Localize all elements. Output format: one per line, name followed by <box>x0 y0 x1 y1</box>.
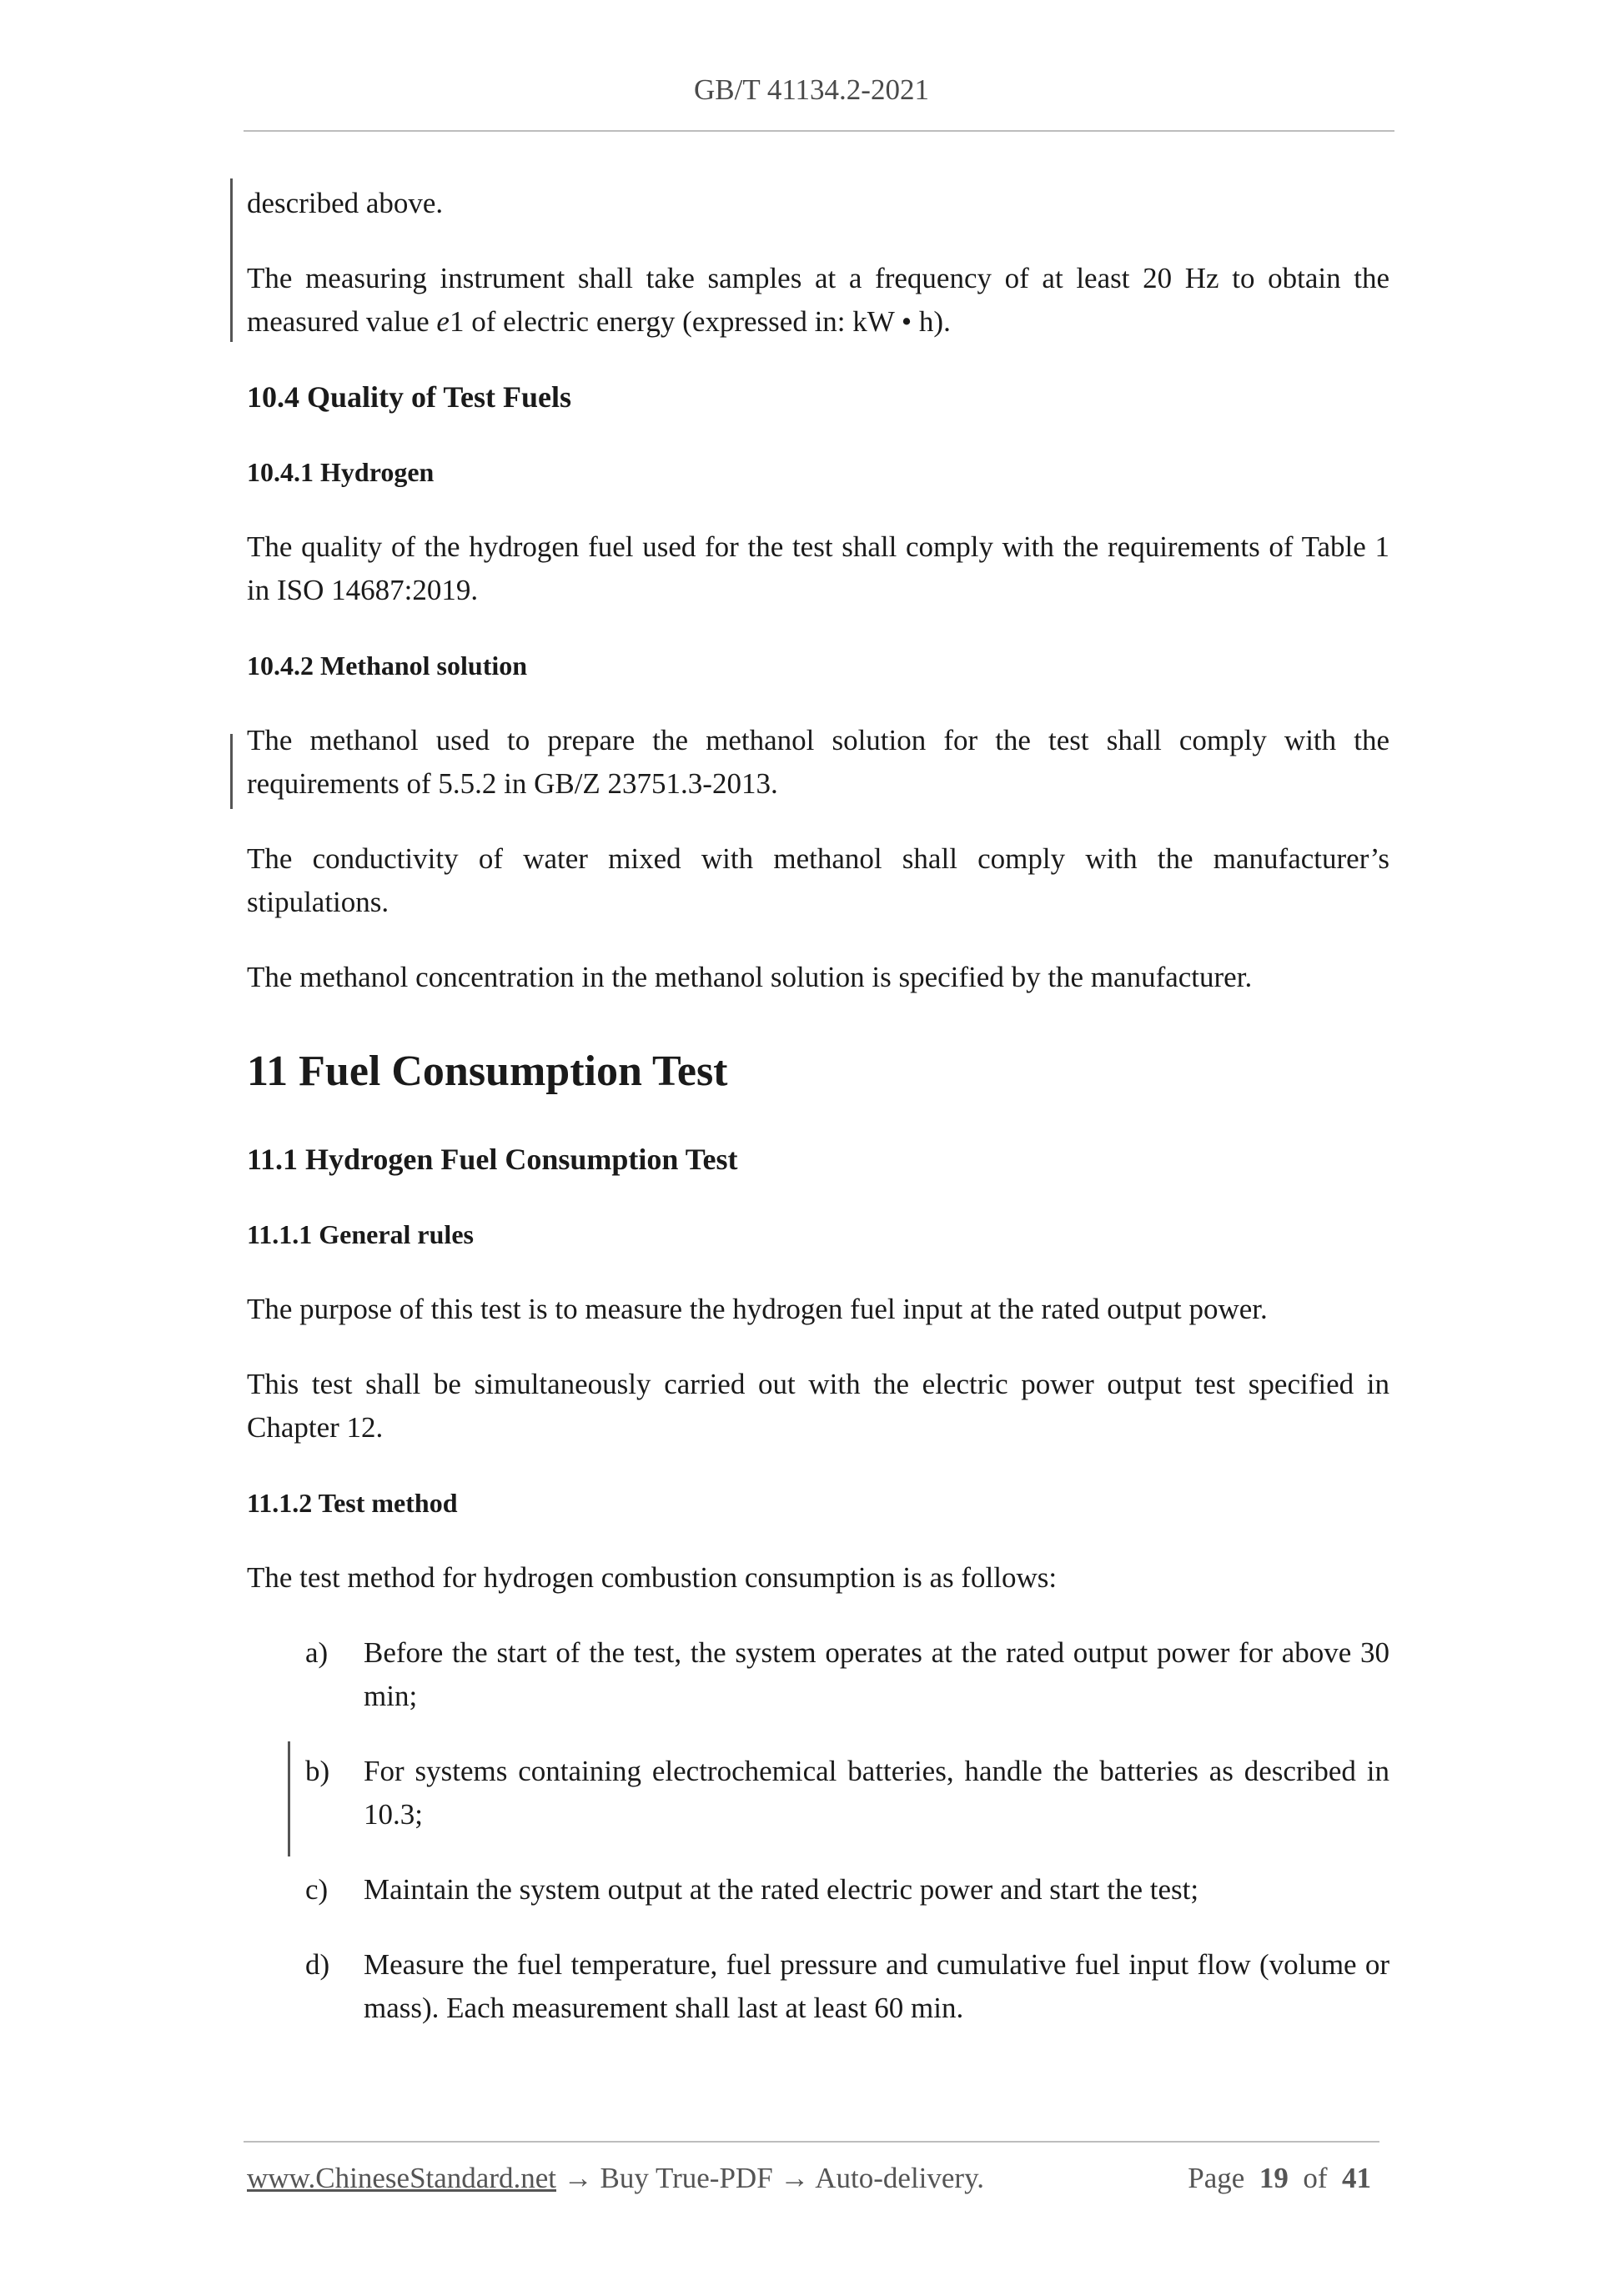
subsection-heading-10-4-2: 10.4.2 Methanol solution <box>247 651 528 681</box>
paragraph: The test method for hydrogen combustion consumption is as follows: <box>247 1561 1058 1594</box>
list-item: a) Before the start of the test, the system operates at the rated output power for above 30 min; <box>247 1631 1389 1718</box>
delivery-text: Auto-delivery. <box>815 2162 985 2194</box>
test-method-list <box>247 1631 1389 2030</box>
list-marker: b) <box>305 1755 330 1787</box>
paragraph: The purpose of this test is to measure the hydrogen fuel input at the rated output power. <box>247 1293 1268 1325</box>
paragraph: This test shall be simultaneously carried out with the electric power output test specified in Chapter 12. <box>247 1368 1389 1444</box>
paragraph: The quality of the hydrogen fuel used for the test shall comply with the requirements of Table 1 in ISO 14687:2019. <box>247 530 1389 606</box>
list-item: d) Measure the fuel temperature, fuel pressure and cumulative fuel input flow (volume or mass). Each measurement shall last at least 60 min. <box>247 1943 1389 2030</box>
page-total: 41 <box>1342 2162 1371 2194</box>
paragraph: The conductivity of water mixed with methanol shall comply with the manufacturer’s stipulations. <box>247 842 1389 918</box>
variable-e: e <box>436 305 450 338</box>
website-link[interactable]: www.ChineseStandard.net <box>247 2162 556 2194</box>
subsection-heading-11-1-1: 11.1.1 General rules <box>247 1219 474 1249</box>
page-indicator: Page 19 of 41 <box>1188 2162 1371 2194</box>
section-heading-11-1: 11.1 Hydrogen Fuel Consumption Test <box>247 1143 738 1176</box>
paragraph: described above. <box>247 187 444 219</box>
change-bar <box>230 178 233 342</box>
footer <box>247 2162 1378 2195</box>
paragraph: The measuring instrument shall take samples at a frequency of at least 20 Hz to obtain the measured value e1 of electric energy (expressed in: kW • h). <box>247 262 1389 338</box>
arrow-right-icon: → <box>780 2162 810 2194</box>
arrow-right-icon: → <box>563 2162 593 2194</box>
subsection-heading-10-4-1: 10.4.1 Hydrogen <box>247 457 435 487</box>
buy-pdf-text: Buy True-PDF <box>600 2162 773 2194</box>
chapter-heading-11: 11 Fuel Consumption Test <box>247 1048 728 1095</box>
main-content <box>247 182 1389 2030</box>
footer-divider <box>244 2141 1379 2143</box>
list-marker: a) <box>305 1636 329 1669</box>
paragraph: The methanol concentration in the methanol solution is specified by the manufacturer. <box>247 961 1253 993</box>
list-item: b) For systems containing electrochemical batteries, handle the batteries as described in 10.3; <box>247 1750 1389 1836</box>
header-standard-number: GB/T 41134.2-2021 <box>694 73 929 106</box>
list-marker: d) <box>305 1948 330 1981</box>
change-bar <box>230 734 233 809</box>
list-marker: c) <box>305 1873 329 1906</box>
list-item: c) Maintain the system output at the rated electric power and start the test; <box>247 1868 1389 1912</box>
section-heading-10-4: 10.4 Quality of Test Fuels <box>247 380 572 414</box>
subsection-heading-11-1-2: 11.1.2 Test method <box>247 1488 458 1518</box>
page-number: 19 <box>1259 2162 1289 2194</box>
paragraph: The methanol used to prepare the methanol solution for the test shall comply with the requirements of 5.5.2 in GB/Z 23751.3-2013. <box>247 724 1389 800</box>
header-divider <box>244 130 1394 132</box>
